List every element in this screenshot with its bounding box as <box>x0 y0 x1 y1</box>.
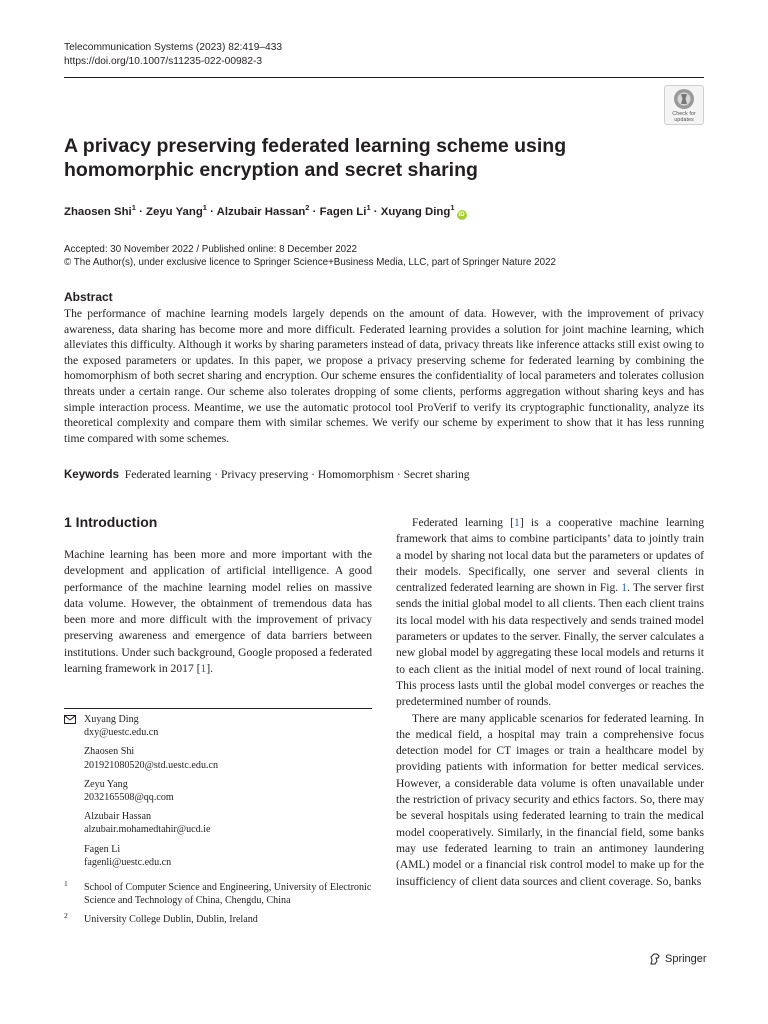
email-name: Fagen Li <box>84 843 121 855</box>
email-name: Xuyang Ding <box>84 714 139 725</box>
email-entry <box>64 745 218 771</box>
figure-link[interactable]: 1 <box>621 581 628 595</box>
author-affiliation-mark: 1 <box>131 203 136 212</box>
author-affiliation-mark: 1 <box>366 203 371 212</box>
affiliation-text: University College Dublin, Dublin, Ireland <box>84 914 258 925</box>
email-address[interactable]: alzubair.mohamedtahir@ucd.ie <box>84 824 211 836</box>
email-address[interactable]: dxy@uestc.edu.cn <box>84 727 159 739</box>
email-entry <box>64 843 218 869</box>
email-name: Zhaosen Shi <box>84 746 135 758</box>
intro-paragraph-left: Machine learning has been more and more important with the development and application of artificial intelligence. A good performance of the machine learning model relies on massive data volume. However, the obtainment of tremendous data has been more and more difficult with the improvement of privacy preserving awareness and emergence of data barriers between institutions. Under such background, Google proposed a federated learning framework in 2017 [1]. <box>64 548 372 676</box>
email-entry <box>64 778 218 804</box>
author-name[interactable]: Xuyang Ding <box>380 205 451 218</box>
copyright-line: © The Author(s), under exclusive licence to Springer Science+Business Media, LLC, part of Springer Nature 2022 <box>64 257 556 268</box>
abstract-text: The performance of machine learning models largely depends on the amount of data. However, with the improvement of privacy awareness, data sharing has become more and more difficult. Federated learning provides a solution for joint machine learning, which alleviates this difficulty. Although it works by sharing parameters instead of data, privacy threats like inference attacks still exist owing to the exposed parameters or updates. In this paper, we propose a privacy preserving scheme for federated learning by combining the homomorphism of both secret sharing and encryption. Our scheme ensures the confidentiality of local parameters and tolerates collusion threats under a certain range. Our scheme also tolerates dropping of some clients, performs aggregation without sharing keys and has simple interaction process. Meantime, we use the automatic protocol tool ProVerif to verify its cryptographic functionality, analyze its theoretical complexity and compare them with similar schemes. We verify our scheme by experiment to show that it has less running time compared with some schemes. <box>64 307 704 445</box>
envelope-icon <box>64 715 76 724</box>
section-heading-introduction: 1 Introduction <box>64 514 158 530</box>
publisher-name: Springer <box>665 953 707 965</box>
orcid-icon[interactable]: iD <box>458 211 465 218</box>
badge-line-2: updates <box>674 116 694 123</box>
author-emails <box>64 713 218 875</box>
email-address[interactable]: fagenli@uestc.edu.cn <box>84 856 172 868</box>
email-name: Alzubair Hassan <box>84 811 151 823</box>
email-address[interactable]: 201921080520@std.uestc.edu.cn <box>84 759 219 771</box>
paper-title: A privacy preserving federated learning scheme using homomorphic encryption and secret sharing <box>64 135 567 181</box>
left-column <box>64 547 372 677</box>
affiliation-2 <box>64 913 372 926</box>
springer-horse-icon <box>648 952 662 966</box>
author-affiliation-mark: 1 <box>450 203 455 212</box>
affiliation-1 <box>64 881 372 908</box>
footnote-rule <box>64 708 372 709</box>
keywords <box>64 468 470 481</box>
journal-citation: Telecommunication Systems (2023) 82:419–433 <box>64 42 283 53</box>
check-updates-icon <box>673 88 695 110</box>
affiliation-number: 1 <box>64 879 68 888</box>
header-rule <box>64 77 704 78</box>
citation-link[interactable]: 1 <box>200 662 207 676</box>
author-name[interactable]: Alzubair Hassan <box>216 205 306 218</box>
citation-link[interactable]: 1 <box>514 516 520 529</box>
publication-dates <box>64 243 556 269</box>
affiliation-text: School of Computer Science and Engineering, University of Electronic Science and Technology of China, Chengdu, China <box>84 882 372 907</box>
author-affiliation-mark: 1 <box>202 203 207 212</box>
badge-line-1: Check for <box>672 110 696 117</box>
author-name[interactable]: Zhaosen Shi <box>64 205 132 218</box>
keywords-label: Keywords <box>64 469 119 481</box>
doi-link[interactable]: https://doi.org/10.1007/s11235-022-00982-3 <box>64 56 263 67</box>
intro-paragraph-right-2: There are many applicable scenarios for federated learning. In the medical field, a hospital may train a comprehensive focus detection model for CT images or train a healthcare model by providing patients with information for better medical services. However, a considerable data volume is often unavailable under the restriction of privacy security and ethics factors. So, there may be several hospitals using federated learning to train the medical model cooperatively. Similarly, in the financial field, some banks may use federated learning to train an antimoney laundering (AML) model or a financial risk control model to make up for the insufficiency of client data sources and client coverage. So, banks <box>396 711 704 888</box>
author-affiliation-mark: 2 <box>305 203 310 212</box>
email-address[interactable]: 2032165508@qq.com <box>84 792 174 804</box>
author-name[interactable]: Zeyu Yang <box>146 205 203 218</box>
intro-paragraph-right-1: Federated learning [1] is a cooperative machine learning framework that aims to combine participants’ data to jointly train a model by sharing not local data but the parameters or updates of their models. Specifically, one server and several clients in centralized federated learning are shown in Fig. 1. The server first sends the initial global model to all clients. Then each client trains its local model with his data respectively and sends trained model parameters or updates to the server. Finally, the server calculates a new global model by aggregating these local models and returns it to each client as the initial model of next round of local training. This process lasts until the global model converges or reaches the predetermined number of rounds. <box>396 516 705 709</box>
abstract-heading: Abstract <box>64 290 113 304</box>
email-name: Zeyu Yang <box>84 778 128 790</box>
email-entry <box>64 713 218 739</box>
right-column <box>396 515 704 890</box>
author-list: Zhaosen Shi$^1$ · Zeyu Yang$^1$ · Alzubair Hassan$^2$ · Fagen $Li^1$ · Xuyang Ding$^1$iD <box>64 203 465 218</box>
publisher-footer <box>648 952 707 966</box>
journal-header <box>64 41 282 69</box>
author-name[interactable]: Fagen Li <box>319 205 367 218</box>
keywords-list: Federated learning · Privacy preserving · Homomorphism · Secret sharing <box>124 468 470 481</box>
affiliation-number: 2 <box>64 911 68 920</box>
accepted-published-line: Accepted: 30 November 2022 / Published online: 8 December 2022 <box>64 244 358 255</box>
check-for-updates-badge[interactable] <box>664 85 704 125</box>
email-entry <box>64 810 218 836</box>
